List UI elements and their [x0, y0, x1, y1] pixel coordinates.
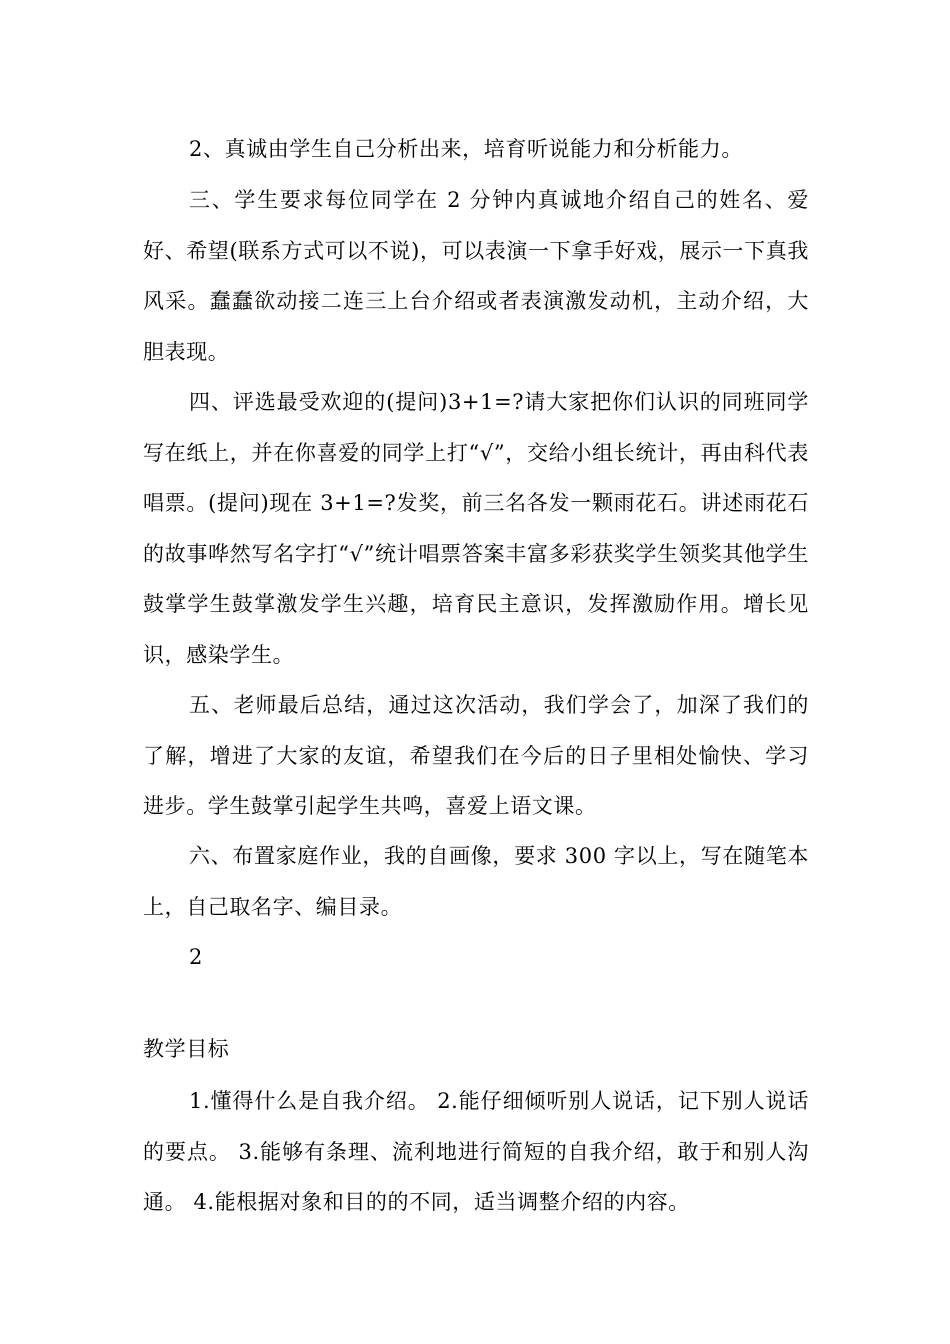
paragraph-step-six: 六、布置家庭作业，我的自画像，要求 300 字以上，写在随笔本上，自己取名字、编目录。	[143, 844, 809, 919]
paragraph-step-five: 五、老师最后总结，通过这次活动，我们学会了，加深了我们的了解，增进了大家的友谊，希望我们在今后的日子里相处愉快、学习进步。学生鼓掌引起学生共鸣，喜爱上语文课。	[143, 693, 809, 818]
paragraph-step-three: 三、学生要求每位同学在 2 分钟内真诚地介绍自己的姓名、爱好、希望(联系方式可以不说)，可以表演一下拿手好戏，展示一下真我风采。蠢蠢欲动接二连三上台介绍或者表演激发动机，主动介绍，大胆表现。	[143, 188, 809, 364]
paragraph-objectives: 1.懂得什么是自我介绍。 2.能仔细倾听别人说话，记下别人说话的要点。 3.能够有条理、流利地进行简短的自我介绍，敢于和别人沟通。 4.能根据对象和目的的不同，适当调整介绍的内容。	[143, 1089, 809, 1214]
paragraph-step-four: 四、评选最受欢迎的(提问)3+1=?请大家把你们认识的同班同学写在纸上，并在你喜爱的同学上打“√”，交给小组长统计，再由科代表唱票。(提问)现在 3+1=?发奖，前三名各发一颗雨花石。讲述雨花石的故事哗然写名字打“√”统计唱票答案丰富多彩获奖学生领奖其他学生鼓掌学生鼓掌激发学生兴趣，培育民主意识，发挥激励作用。增长见识，感染学生。	[143, 390, 809, 667]
section-title: 教学目标	[143, 1037, 230, 1061]
page-number: 2	[189, 945, 203, 969]
paragraph-analysis: 2、真诚由学生自己分析出来，培育听说能力和分析能力。	[189, 137, 743, 161]
